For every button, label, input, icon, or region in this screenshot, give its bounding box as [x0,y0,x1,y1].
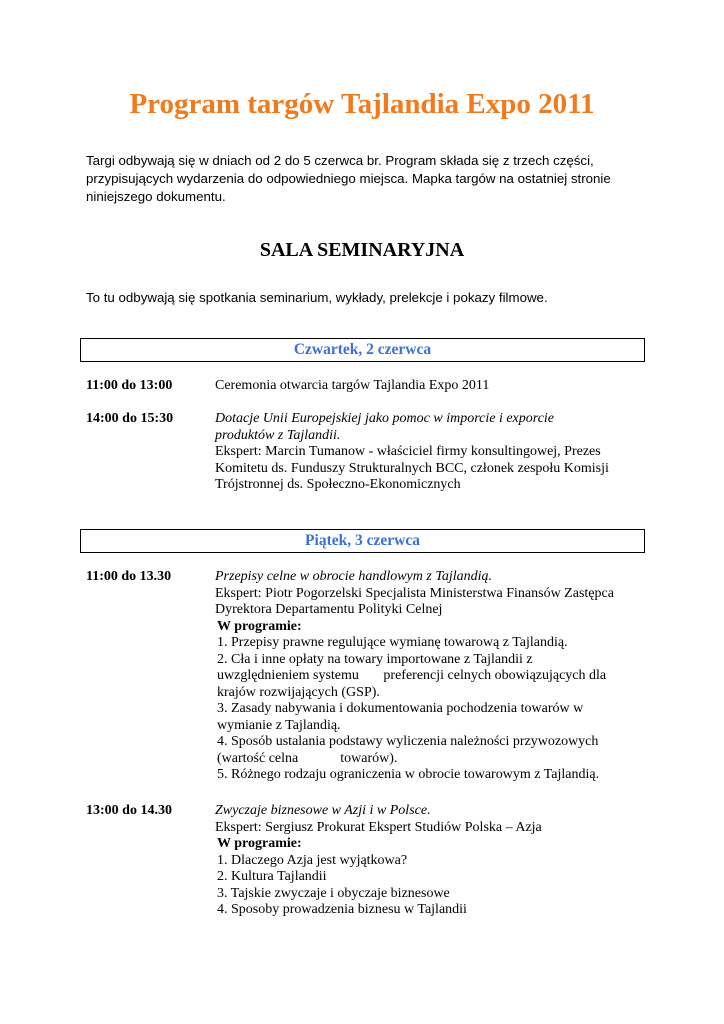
program-item: 1. Dlaczego Azja jest wyjątkowa? [217,852,408,868]
section-title: SALA SEMINARYJNA [259,239,465,261]
slot-line: Zwyczaje biznesowe w Azji i w Polsce. [215,803,431,818]
program-item: wymianie z Tajlandią. [217,717,341,733]
slot-time: 11:00 do 13:00 [86,378,173,393]
slot-line: Przepisy celne w obrocie handlowym z Tajlandią. [215,569,492,584]
slot-line: Dyrektora Departamentu Polityki Celnej [215,602,443,617]
program-item: uwzględnieniem systemu preferencji celnych obowiązujących dla [217,668,607,683]
slot-time: 11:00 do 13.30 [86,569,172,584]
section-description: To tu odbywają się spotkania seminarium, wykłady, prelekcje i pokazy filmowe. [86,290,548,305]
slot-line: produktów z Tajlandii. [215,427,341,443]
program-item: 2. Kultura Tajlandii [217,869,327,884]
slot-time: 14:00 do 15:30 [86,411,174,426]
program-item: 3. Tajskie zwyczaje i obyczaje biznesowe [217,885,450,901]
intro-line: przypisujących wydarzenia do odpowiedniego miejsca. Mapka targów na ostatniej stronie [86,171,611,186]
program-item: 1. Przepisy prawne regulujące wymianę towarową z Tajlandią. [217,635,568,650]
slot-line: Komitetu ds. Funduszy Strukturalnych BCC, członek zespołu Komisji [215,460,609,476]
day-header-friday: Piątek, 3 czerwca [80,529,645,553]
slot-body [215,569,647,784]
program-item: 5. Różnego rodzaju ograniczenia w obrocie towarowym z Tajlandią. [217,767,600,782]
slot-time: 13:00 do 14.30 [86,803,172,818]
intro-line: Targi odbywają się w dniach od 2 do 5 czerwca br. Program składa się z trzech części, [86,153,594,168]
intro-paragraph [86,152,646,206]
slot-line: Ekspert: Sergiusz Prokurat Ekspert Studiów Polska – Azja [215,819,542,835]
program-item: krajów rozwijających (GSP). [217,684,380,700]
page-title: Program targów Tajlandia Expo 2011 [129,88,595,120]
program-heading: W programie: [217,618,302,634]
slot-line: Trójstronnej ds. Społeczno-Ekonomicznych [215,477,461,492]
slot-line: Ekspert: Piotr Pogorzelski Specjalista Ministerstwa Finansów Zastępca [215,585,614,601]
program-item: 2. Cła i inne opłaty na towary importowane z Tajlandii z [217,651,533,667]
slot-body [215,378,647,395]
program-item: 4. Sposób ustalania podstawy wyliczenia należności przywozowych [217,734,599,749]
program-item: 3. Zasady nabywania i dokumentowania pochodzenia towarów w [217,701,584,716]
slot-body [215,803,647,919]
program-item: (wartość celna towarów). [217,750,398,766]
slot-line: Ekspert: Marcin Tumanow - właściciel firmy konsultingowej, Prezes [215,444,601,459]
program-heading: W programie: [217,836,302,851]
slot-body [215,411,647,494]
intro-line: niniejszego dokumentu. [86,189,226,204]
program-item: 4. Sposoby prowadzenia biznesu w Tajlandii [217,902,467,917]
slot-line: Dotacje Unii Europejskiej jako pomoc w imporcie i exporcie [215,411,555,426]
day-header-thursday: Czwartek, 2 czerwca [80,338,645,362]
slot-line: Ceremonia otwarcia targów Tajlandia Expo 2011 [215,378,490,393]
